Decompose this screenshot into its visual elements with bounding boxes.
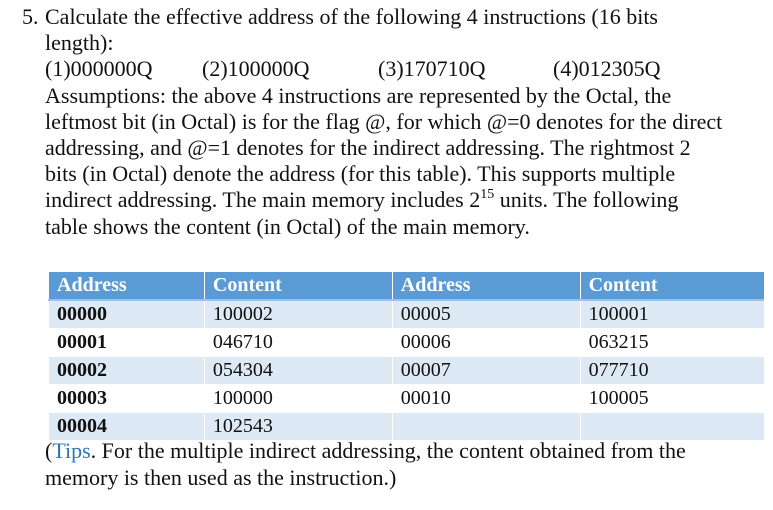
assumption-line-1: Assumptions: the above 4 instructions are represented by the Octal, the [45, 82, 672, 108]
question-line-1: Calculate the effective address of the following 4 instructions (16 bits [45, 4, 658, 29]
content-cell: 100001 [580, 300, 764, 329]
header-content-1: Content [204, 272, 392, 300]
memory-line-suffix: units. The following [494, 187, 679, 213]
header-address-2: Address [392, 272, 580, 300]
instruction-2: (2)100000Q [202, 56, 310, 82]
tips-open-paren: ( [45, 438, 53, 463]
table-row [49, 300, 765, 329]
tips-label: Tips [52, 438, 91, 463]
assumption-line-3: addressing, and @=1 denotes for the indirect addressing. The rightmost 2 [45, 135, 691, 160]
address-cell: 00002 [49, 357, 205, 385]
tips-line-1 [45, 437, 765, 464]
content-cell: 100002 [204, 300, 392, 329]
content-cell: 102543 [204, 413, 392, 441]
content-cell: 046710 [204, 329, 392, 357]
memory-size-line [45, 187, 765, 213]
question-text [45, 4, 765, 240]
content-cell: 054304 [204, 357, 392, 385]
header-content-2: Content [580, 272, 764, 300]
content-cell: 100000 [204, 385, 392, 413]
address-cell: 00000 [49, 300, 205, 329]
address-cell: 00001 [49, 329, 205, 357]
content-cell: 063215 [580, 329, 764, 357]
address-cell: 00007 [392, 357, 580, 385]
table-header-row [49, 272, 765, 300]
table-row [49, 329, 765, 357]
instruction-4: (4)012305Q [553, 56, 661, 82]
table-intro-line: table shows the content (in Octal) of the main memory. [45, 213, 530, 239]
instruction-list [45, 56, 765, 82]
question-line-2: length): [45, 30, 114, 56]
content-cell: 100005 [580, 385, 764, 413]
address-cell: 00004 [49, 413, 205, 441]
header-address-1: Address [49, 272, 205, 300]
instruction-3: (3)170710Q [378, 56, 486, 82]
table-row [49, 385, 765, 413]
address-cell: 00005 [392, 300, 580, 329]
table-row [49, 357, 765, 385]
instruction-1: (1)000000Q [45, 56, 153, 82]
memory-table [48, 272, 764, 441]
address-cell: 00010 [392, 385, 580, 413]
memory-line-prefix: indirect addressing. The main memory includes 2 [45, 187, 481, 213]
address-cell: 00003 [49, 385, 205, 413]
memory-exponent: 15 [480, 187, 495, 203]
tips-line-2: memory is then used as the instruction.) [45, 465, 397, 490]
address-cell: 00006 [392, 329, 580, 357]
assumption-line-4: bits (in Octal) denote the address (for this table). This supports multiple [45, 161, 676, 187]
content-cell: 077710 [580, 357, 764, 385]
assumption-line-2: leftmost bit (in Octal) is for the flag @, for which @=0 denotes for the direct [45, 108, 723, 134]
tips-line-1-text: . For the multiple indirect addressing, the content obtained from the [90, 438, 686, 463]
question-number: 5. [22, 4, 39, 29]
tips-note [45, 437, 765, 491]
